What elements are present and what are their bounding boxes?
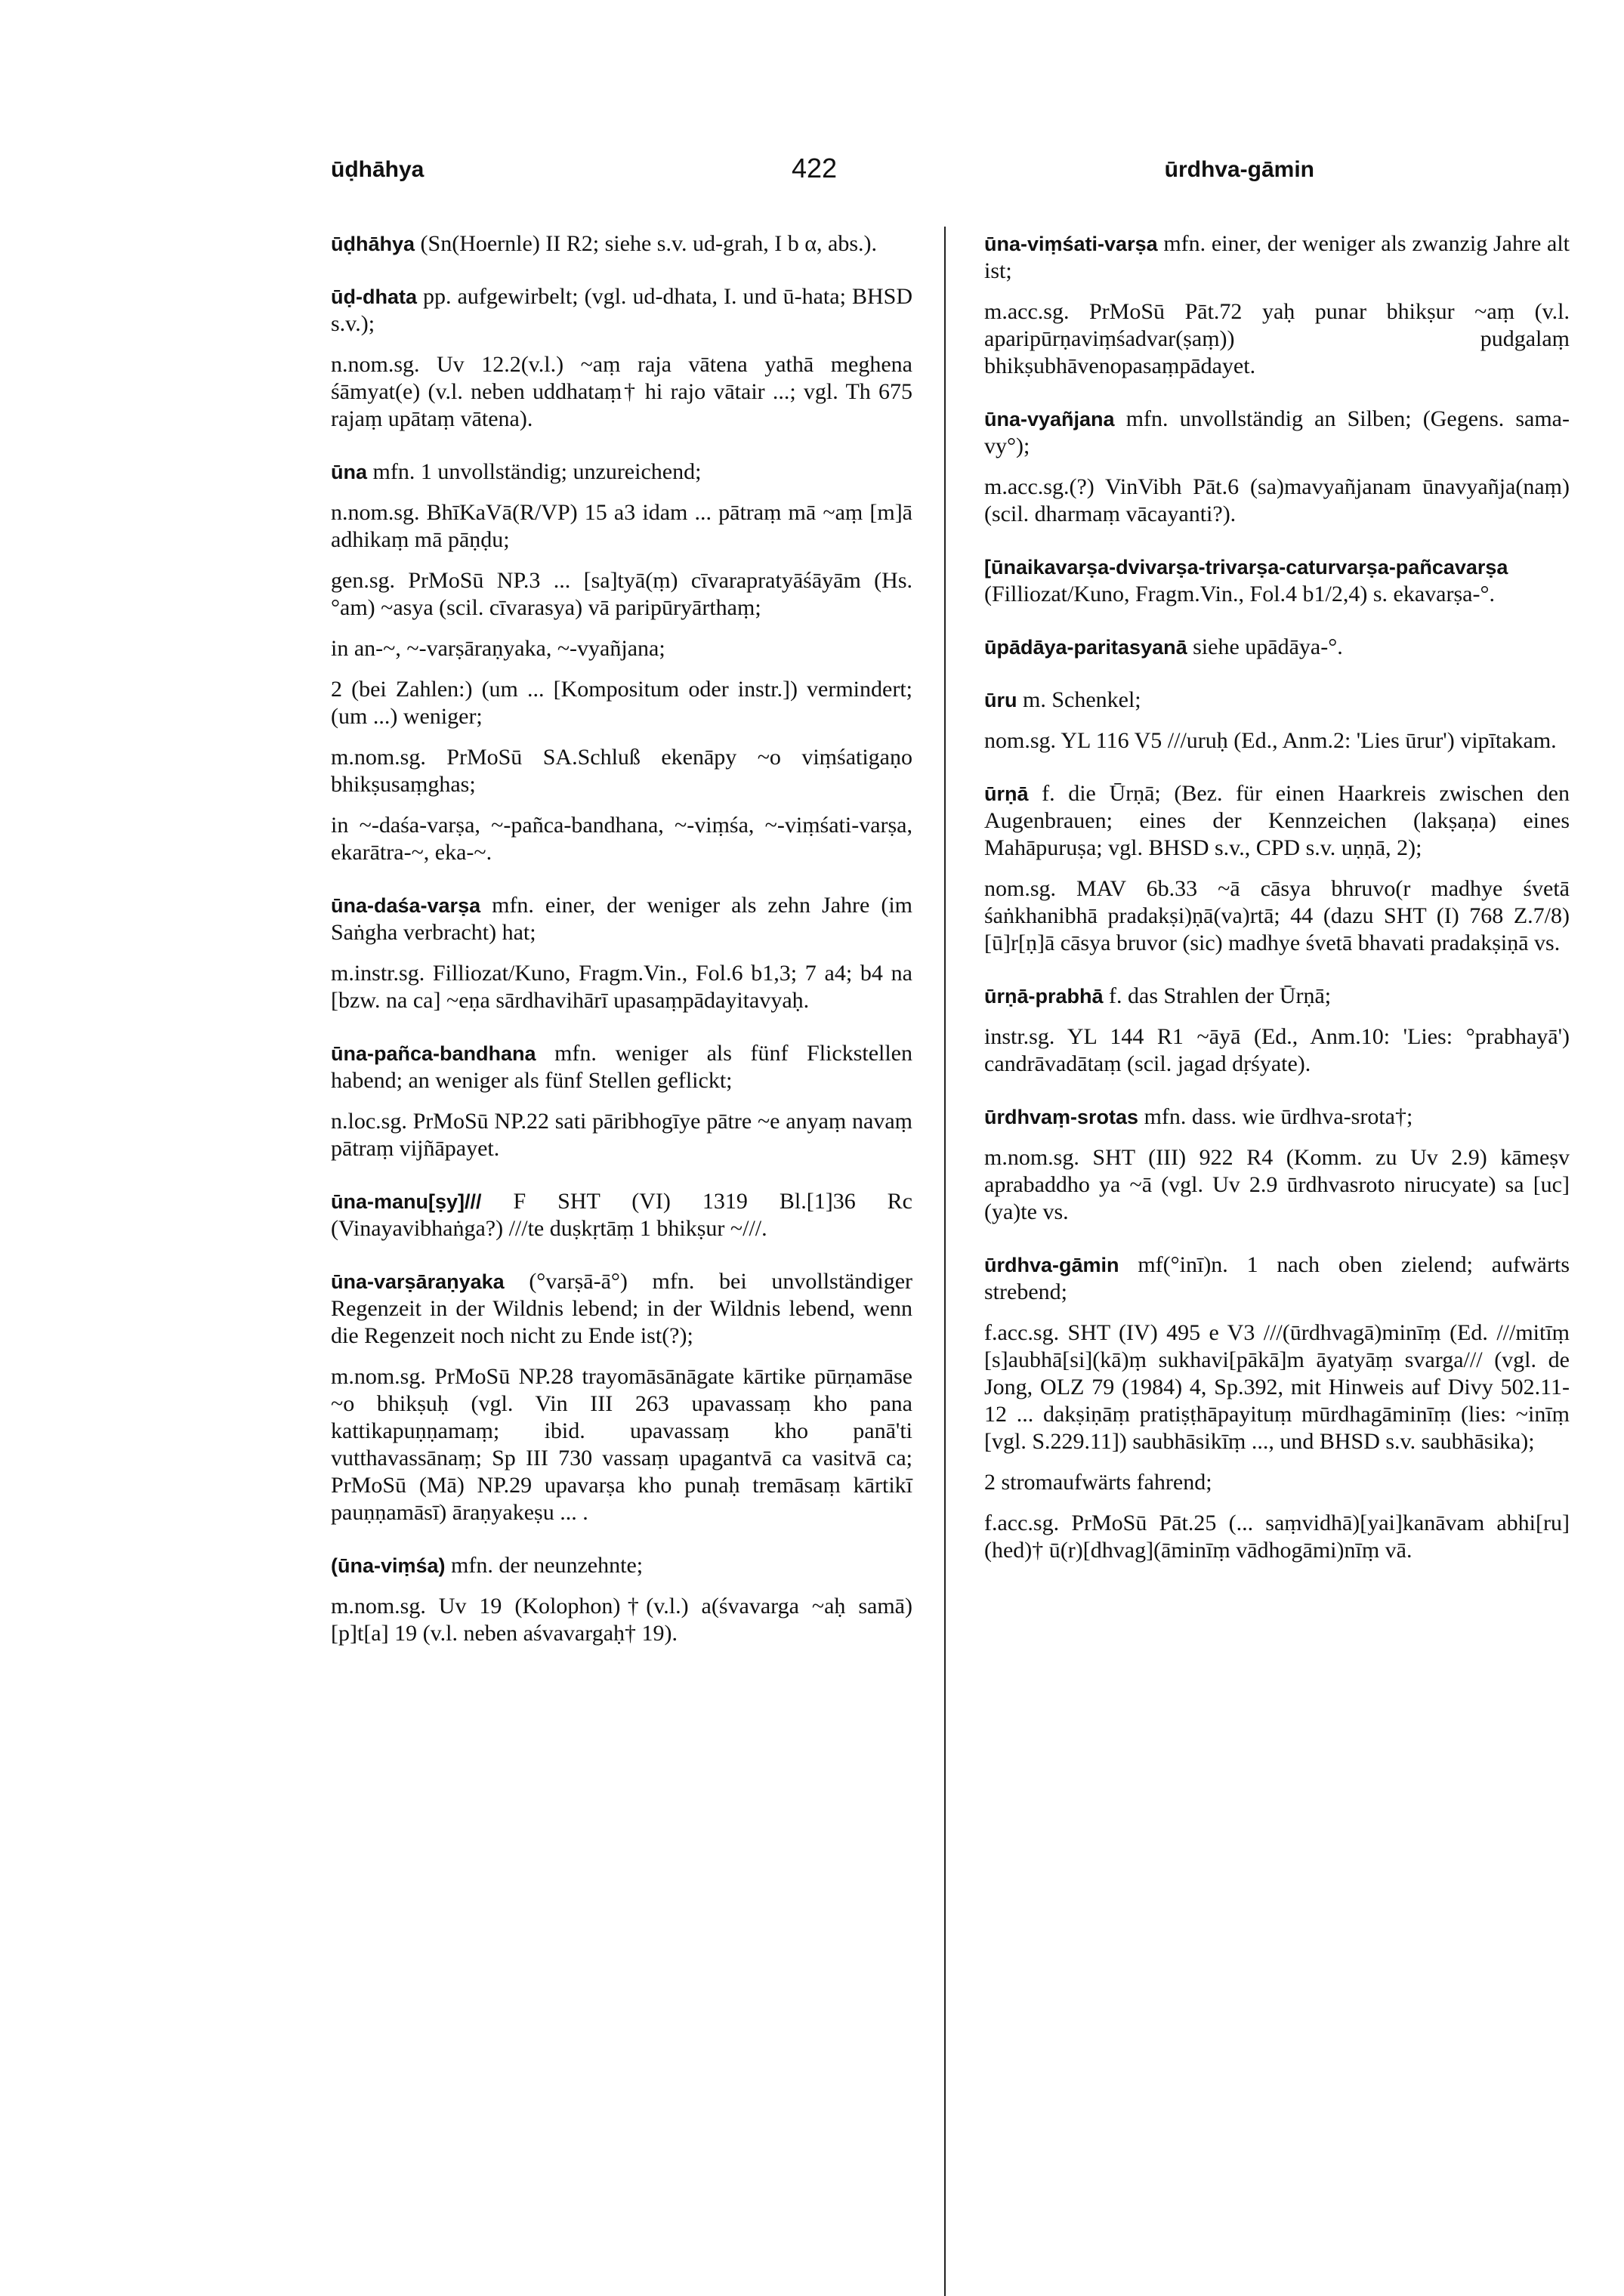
entry-sense bbox=[331, 1593, 912, 1647]
entry bbox=[331, 1188, 912, 1242]
entry-text: mfn. 1 unvollständig; unzureichend; bbox=[367, 459, 702, 484]
right-column bbox=[984, 230, 1570, 1578]
entry bbox=[331, 892, 912, 946]
headword: ūḍhāhya bbox=[331, 233, 415, 255]
entry-text: (Sn(Hoernle) II R2; siehe s.v. ud-grah, I b α, abs.). bbox=[415, 231, 877, 256]
entry-sense bbox=[984, 875, 1570, 957]
headword: ūna-varṣāraṇyaka bbox=[331, 1270, 505, 1293]
entry bbox=[331, 1552, 912, 1579]
entry bbox=[984, 687, 1570, 714]
headword: (ūna-viṃśa) bbox=[331, 1554, 446, 1577]
entry bbox=[331, 1040, 912, 1094]
entry-sense bbox=[331, 744, 912, 798]
headword: ūna-vyañjana bbox=[984, 408, 1115, 430]
entry-text: f.acc.sg. PrMoSū Pāt.25 (... saṃvidhā)[yai]kanāvam abhi[ru](hed)† ū(r)[dhvag](āminīṃ vādhogāmi)nīṃ vā. bbox=[984, 1511, 1570, 1563]
entry-text: mfn. weniger als fünf Flickstellen habend; an weniger als fünf Stellen geflickt; bbox=[331, 1041, 912, 1093]
entry-text: mfn. dass. wie ūrdhva-srota†; bbox=[1138, 1104, 1413, 1129]
entry-sense bbox=[984, 1144, 1570, 1226]
entry-text: m.nom.sg. PrMoSū NP.28 trayomāsānāgate kārtike pūrṇamāse ~o bhikṣuḥ (vgl. Vin III 263 upavassaṃ kho pana kattikapuṇṇamaṃ; ibid. upavassaṃ kho panā'ti vutthavassānaṃ; Sp III 730 vassaṃ upagantvā ca vasitvā ca; PrMoSū (Mā) NP.29 upavarṣa kho punaḥ tremāsaṃ kārtikī pauṇṇamāsī) āraṇyakeṣu ... . bbox=[331, 1364, 912, 1525]
entry-sense bbox=[331, 676, 912, 730]
entry bbox=[331, 458, 912, 486]
entry-text: f. das Strahlen der Ūrṇā; bbox=[1103, 983, 1332, 1008]
entry-text: mfn. einer, der weniger als zehn Jahre (im Saṅgha verbracht) hat; bbox=[331, 893, 912, 945]
entry-sense bbox=[331, 960, 912, 1014]
entry-text: m. Schenkel; bbox=[1017, 687, 1141, 712]
entry-text: mf(°inī)n. 1 nach oben zielend; aufwärts strebend; bbox=[984, 1252, 1570, 1304]
entry-sense bbox=[331, 351, 912, 433]
entry bbox=[984, 634, 1570, 661]
entry-text: nom.sg. YL 116 V5 ///uruḥ (Ed., Anm.2: 'Lies ūrur') vipītakam. bbox=[984, 728, 1557, 753]
entry-text: (Filliozat/Kuno, Fragm.Vin., Fol.4 b1/2,4) s. ekavarṣa-°. bbox=[984, 582, 1495, 606]
headword: ūḍ-dhata bbox=[331, 285, 417, 308]
headword: ūna-pañca-bandhana bbox=[331, 1042, 536, 1065]
entry-text: 2 stromaufwärts fahrend; bbox=[984, 1470, 1212, 1495]
entry-text: m.acc.sg.(?) VinVibh Pāt.6 (sa)mavyañjanam ūnavyañja(naṃ) (scil. dharmaṃ vācayanti?). bbox=[984, 474, 1570, 526]
entry-sense bbox=[331, 499, 912, 554]
entry-text: (°varṣā-ā°) mfn. bei unvollständiger Regenzeit in der Wildnis lebend; in der Wildnis lebend, wenn die Regenzeit noch nicht zu Ende ist(?); bbox=[331, 1269, 912, 1348]
entry-text: mfn. einer, der weniger als zwanzig Jahre alt ist; bbox=[984, 231, 1570, 283]
entry bbox=[331, 1268, 912, 1350]
entry bbox=[984, 983, 1570, 1010]
entry bbox=[984, 230, 1570, 285]
headword: ūpādāya-paritasyanā bbox=[984, 636, 1187, 659]
entry bbox=[984, 780, 1570, 862]
left-column bbox=[331, 230, 912, 1661]
entry-sense bbox=[984, 474, 1570, 528]
headword: ūna bbox=[331, 461, 368, 483]
entry-text: siehe upādāya-°. bbox=[1187, 634, 1343, 659]
entry-text: 2 (bei Zahlen:) (um ... [Kompositum oder instr.]) vermindert; (um ...) weniger; bbox=[331, 677, 912, 729]
entry bbox=[984, 1251, 1570, 1306]
entry bbox=[331, 283, 912, 338]
entry-text: instr.sg. YL 144 R1 ~āyā (Ed., Anm.10: 'Lies: °prabhayā') candrāvadātaṃ (scil. jagad dṛśyate). bbox=[984, 1024, 1570, 1076]
entry-text: n.nom.sg. BhīKaVā(R/VP) 15 a3 idam ... pātraṃ mā ~aṃ [m]ā adhikaṃ mā pāṇḍu; bbox=[331, 500, 912, 552]
headword: [ūnaikavarṣa-dvivarṣa-trivarṣa-caturvarṣa-pañcavarṣa bbox=[984, 556, 1508, 579]
page-number: 422 bbox=[791, 153, 838, 184]
headword: ūrdhva-gāmin bbox=[984, 1254, 1119, 1276]
entry bbox=[331, 230, 912, 258]
headword: ūrdhvaṃ-srotas bbox=[984, 1106, 1139, 1128]
entry-text: m.nom.sg. PrMoSū SA.Schluß ekenāpy ~o viṃśatigaṇo bhikṣusaṃghas; bbox=[331, 745, 912, 797]
entry-sense bbox=[984, 727, 1570, 755]
entry-sense bbox=[331, 1108, 912, 1162]
entry-text: n.nom.sg. Uv 12.2(v.l.) ~aṃ raja vātena yathā meghena śāmyat(e) (v.l. neben uddhataṃ† hi rajo vātair ...; vgl. Th 675 rajaṃ upātaṃ vātena). bbox=[331, 352, 912, 431]
column-divider bbox=[944, 227, 946, 2296]
entry-text: f.acc.sg. SHT (IV) 495 e V3 ///(ūrdhvagā)minīṃ (Ed. ///mitīṃ [s]aubhā[si](kā)ṃ sukhavi[pākā]m āyatyāṃ svarga/// (vgl. de Jong, OLZ 79 (1984) 4, Sp.392, mit Hinweis auf Divy 502.11-12 ... dakṣiṇāṃ pratiṣṭhāpayituṃ mūrdhagāminīṃ (lies: ~inīṃ [vgl. S.229.11]) saubhāsikīṃ ..., und BHSD s.v. saubhāsika); bbox=[984, 1320, 1570, 1454]
entry-text: mfn. der neunzehnte; bbox=[445, 1553, 644, 1578]
entry-text: mfn. unvollständig an Silben; (Gegens. sama-vy°); bbox=[984, 406, 1570, 458]
entry-sense bbox=[984, 1023, 1570, 1078]
entry-sense bbox=[984, 1510, 1570, 1564]
entry-sense bbox=[984, 298, 1570, 380]
entry-text: m.instr.sg. Filliozat/Kuno, Fragm.Vin., Fol.6 b1,3; 7 a4; b4 na [bzw. na ca] ~eṇa sārdhavihārī upasaṃpādayitavyaḥ. bbox=[331, 961, 912, 1013]
entry bbox=[984, 1103, 1570, 1131]
entry-sense bbox=[331, 567, 912, 622]
entry-sense bbox=[331, 1363, 912, 1526]
entry-sense bbox=[331, 635, 912, 662]
headword: ūna-manu[ṣy]/// bbox=[331, 1190, 482, 1213]
entry-text: m.nom.sg. SHT (III) 922 R4 (Komm. zu Uv 2.9) kāmeṣv aprabaddho ya ~ā (vgl. Uv 2.9 ūrdhvasroto nirucyate) sa [uc](ya)te vs. bbox=[984, 1145, 1570, 1224]
entry-sense bbox=[984, 1469, 1570, 1496]
headword: ūru bbox=[984, 689, 1017, 711]
running-head-left: ūḍhāhya bbox=[331, 157, 425, 182]
entry-text: m.nom.sg. Uv 19 (Kolophon)†(v.l.) a(śvavarga ~aḥ samā)[p]t[a] 19 (v.l. neben aśvavargaḥ† 19). bbox=[331, 1594, 912, 1646]
headword: ūna-daśa-varṣa bbox=[331, 894, 481, 917]
entry-text: f. die Ūrṇā; (Bez. für einen Haarkreis zwischen den Augenbrauen; eines der Kennzeichen (lakṣaṇa) eines Mahāpuruṣa; vgl. BHSD s.v., CPD s.v. uṇṇā, 2); bbox=[984, 781, 1570, 860]
entry bbox=[984, 406, 1570, 460]
entry-sense bbox=[331, 812, 912, 866]
entry-text: n.loc.sg. PrMoSū NP.22 sati pāribhogīye pātre ~e anyaṃ navaṃ pātraṃ vijñāpayet. bbox=[331, 1109, 912, 1161]
headword: ūrṇā bbox=[984, 782, 1029, 805]
entry-text: pp. aufgewirbelt; (vgl. ud-dhata, I. und ū-hata; BHSD s.v.); bbox=[331, 284, 912, 336]
entry bbox=[984, 554, 1570, 608]
entry-text: F SHT (VI) 1319 Bl.[1]36 Rc (Vinayavibhaṅga?) ///te duṣkṛtāṃ 1 bhikṣur ~///. bbox=[331, 1189, 912, 1241]
headword: ūna-viṃśati-varṣa bbox=[984, 233, 1158, 255]
entry-text: nom.sg. MAV 6b.33 ~ā cāsya bhruvo(r madhye śvetā śaṅkhanibhā pradakṣi)ṇā(va)rtā; 44 (dazu SHT (I) 768 Z.7/8) [ū]r[ṇ]ā cāsya bruvor (sic) madhye śvetā bhavati pradakṣiṇā vs. bbox=[984, 876, 1570, 955]
headword: ūrṇā-prabhā bbox=[984, 985, 1104, 1008]
entry-text: in an-~, ~-varṣāraṇyaka, ~-vyañjana; bbox=[331, 636, 665, 661]
entry-sense bbox=[984, 1319, 1570, 1455]
entry-text: m.acc.sg. PrMoSū Pāt.72 yaḥ punar bhikṣur ~aṃ (v.l. aparipūrṇaviṃśadvar(ṣaṃ)) pudgalaṃ bhikṣubhāvenopasaṃpādayet. bbox=[984, 299, 1570, 378]
entry-text: gen.sg. PrMoSū NP.3 ... [sa]tyā(ṃ) cīvarapratyāśāyām (Hs. °am) ~asya (scil. cīvarasya) vā paripūryārthaṃ; bbox=[331, 568, 912, 620]
entry-text: in ~-daśa-varṣa, ~-pañca-bandhana, ~-viṃśa, ~-viṃśati-varṣa, ekarātra-~, eka-~. bbox=[331, 813, 912, 865]
running-head-right: ūrdhva-gāmin bbox=[1164, 157, 1314, 182]
